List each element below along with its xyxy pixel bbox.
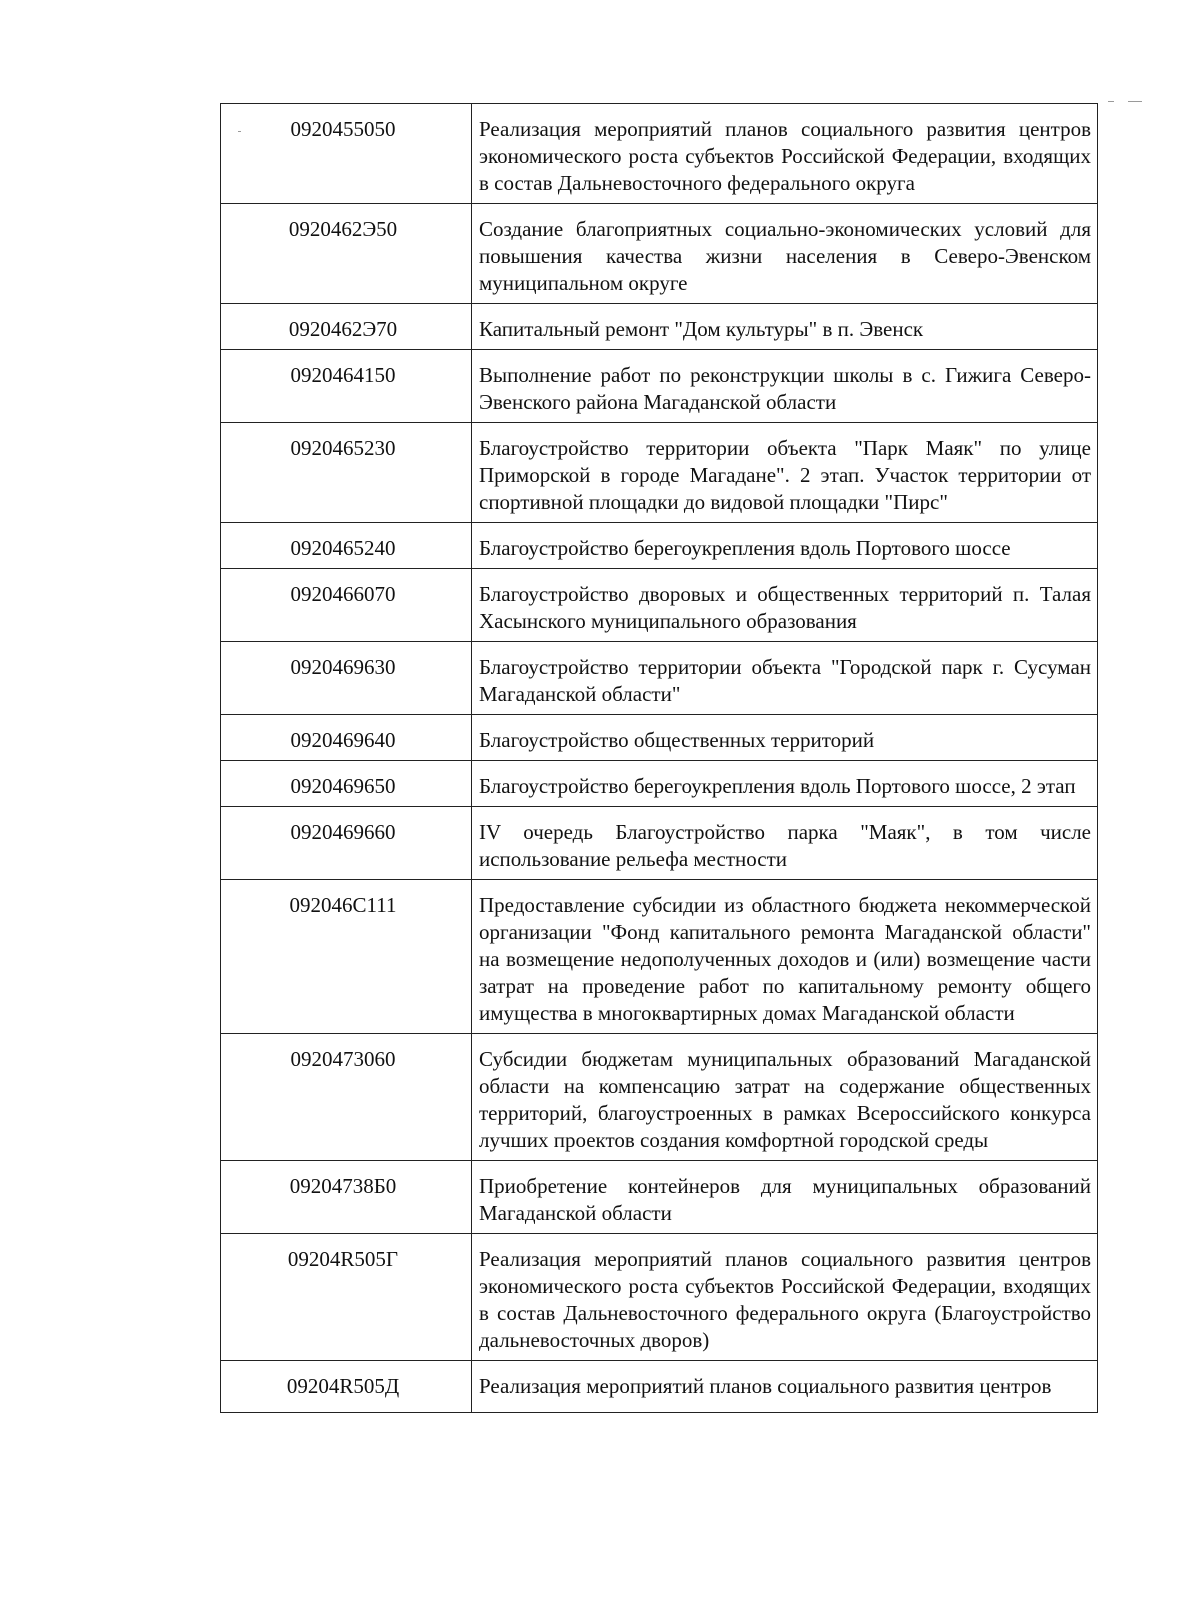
budget-code-table xyxy=(220,103,1098,1413)
description-cell: Реализация мероприятий планов социального развития центров xyxy=(472,1361,1098,1413)
budget-code-cell: 09204738Б0 xyxy=(221,1161,472,1234)
description-cell: Благоустройство общественных территорий xyxy=(472,715,1098,761)
table-row xyxy=(221,523,1098,569)
description-cell: Благоустройство дворовых и общественных территорий п. Талая Хасынского муниципального образования xyxy=(472,569,1098,642)
description-cell: Выполнение работ по реконструкции школы в с. Гижига Северо-Эвенского района Магаданской области xyxy=(472,350,1098,423)
scan-speck xyxy=(1128,101,1142,102)
description-cell: Создание благоприятных социально-экономических условий для повышения качества жизни населения в Северо-Эвенском муниципальном округе xyxy=(472,204,1098,304)
description-cell: IV очередь Благоустройство парка "Маяк", в том числе использование рельефа местности xyxy=(472,807,1098,880)
description-cell: Благоустройство берегоукрепления вдоль Портового шоссе xyxy=(472,523,1098,569)
description-cell: Приобретение контейнеров для муниципальных образований Магаданской области xyxy=(472,1161,1098,1234)
table-row xyxy=(221,304,1098,350)
description-cell: Благоустройство территории объекта "Парк Маяк" по улице Приморской в городе Магадане". 2 этап. Участок территории от спортивной площадки до видовой площадки "Пирс" xyxy=(472,423,1098,523)
budget-code-cell: 09204R505Д xyxy=(221,1361,472,1413)
budget-code-cell: 0920466070 xyxy=(221,569,472,642)
table-row xyxy=(221,1234,1098,1361)
table-row xyxy=(221,569,1098,642)
budget-code-cell: 0920469660 xyxy=(221,807,472,880)
budget-code-cell: 0920464150 xyxy=(221,350,472,423)
budget-code-cell: 0920465230 xyxy=(221,423,472,523)
budget-code-cell: 0920455050 xyxy=(221,104,472,204)
description-cell: Предоставление субсидии из областного бюджета некоммерческой организации "Фонд капитального ремонта Магаданской области" на возмещение недополученных доходов и (или) возмещение части затрат на проведение работ по капитальному ремонту общего имущества в многоквартирных домах Магаданской области xyxy=(472,880,1098,1034)
budget-code-cell: 0920469640 xyxy=(221,715,472,761)
description-cell: Реализация мероприятий планов социального развития центров экономического роста субъектов Российской Федерации, входящих в состав Дальневосточного федерального округа xyxy=(472,104,1098,204)
table-row xyxy=(221,1161,1098,1234)
description-cell: Реализация мероприятий планов социального развития центров экономического роста субъектов Российской Федерации, входящих в состав Дальневосточного федерального округа (Благоустройство дальневосточных дворов) xyxy=(472,1234,1098,1361)
table-row xyxy=(221,423,1098,523)
table-row xyxy=(221,1361,1098,1413)
description-cell: Капитальный ремонт "Дом культуры" в п. Эвенск xyxy=(472,304,1098,350)
table-row xyxy=(221,807,1098,880)
table-row xyxy=(221,350,1098,423)
table-row xyxy=(221,715,1098,761)
scan-speck xyxy=(1108,101,1114,102)
budget-code-cell: 0920462Э50 xyxy=(221,204,472,304)
budget-code-cell: 0920462Э70 xyxy=(221,304,472,350)
budget-code-cell: 0920465240 xyxy=(221,523,472,569)
description-cell: Субсидии бюджетам муниципальных образований Магаданской области на компенсацию затрат на содержание общественных территорий, благоустроенных в рамках Всероссийского конкурса лучших проектов создания комфортной городской среды xyxy=(472,1034,1098,1161)
table-row xyxy=(221,1034,1098,1161)
description-cell: Благоустройство территории объекта "Городской парк г. Сусуман Магаданской области" xyxy=(472,642,1098,715)
table-row xyxy=(221,204,1098,304)
budget-code-cell: 0920473060 xyxy=(221,1034,472,1161)
budget-code-cell: 0920469630 xyxy=(221,642,472,715)
budget-code-cell: 092046С111 xyxy=(221,880,472,1034)
table-row xyxy=(221,880,1098,1034)
budget-code-cell: 0920469650 xyxy=(221,761,472,807)
table-row xyxy=(221,104,1098,204)
table-row xyxy=(221,761,1098,807)
table-row xyxy=(221,642,1098,715)
budget-code-cell: 09204R505Г xyxy=(221,1234,472,1361)
description-cell: Благоустройство берегоукрепления вдоль Портового шоссе, 2 этап xyxy=(472,761,1098,807)
